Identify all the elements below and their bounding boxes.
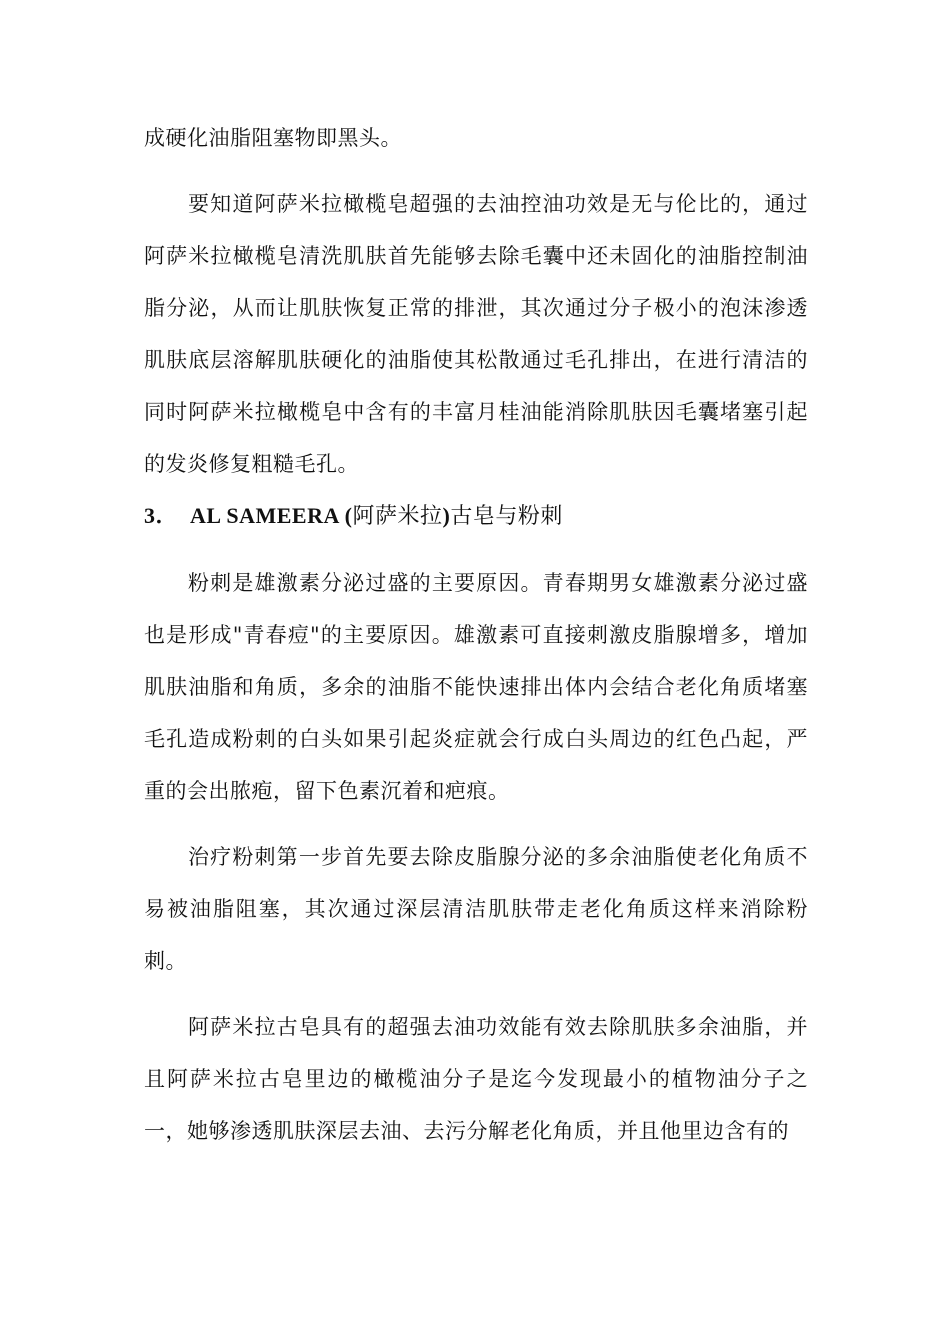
section-heading-3 xyxy=(144,490,808,543)
section-title-en: AL SAMEERA ( xyxy=(190,503,353,528)
paragraph-ancient-soap: 阿萨米拉古皂具有的超强去油功效能有效去除肌肤多余油脂，并且阿萨米拉古皂里边的橄榄油分子是迄今发现最小的植物油分子之一，她够渗透肌肤深层去油、去污分解老化角质，并且他里边含有的 xyxy=(144,1015,808,1143)
paragraph-olive-soap-oil-control: 要知道阿萨米拉橄榄皂超强的去油控油功效是无与伦比的，通过阿萨米拉橄榄皂清洗肌肤首先能够去除毛囊中还未固化的油脂控制油脂分泌，从而让肌肤恢复正常的排泄，其次通过分子极小的泡沫渗透肌肤底层溶解肌肤硬化的油脂使其松散通过毛孔排出，在进行清洁的同时阿萨米拉橄榄皂中含有的丰富月桂油能消除肌肤因毛囊堵塞引起的发炎修复粗糙毛孔。 xyxy=(144,192,808,476)
section-number: 3． xyxy=(144,503,179,528)
paragraph-acne-cause: 粉刺是雄激素分泌过盛的主要原因。青春期男女雄激素分泌过盛也是形成"青春痘"的主要原因。雄激素可直接刺激皮脂腺增多，增加肌肤油脂和角质，多余的油脂不能快速排出体内会结合老化角质堵塞毛孔造成粉刺的白头如果引起炎症就会行成白头周边的红色凸起，严重的会出脓疱，留下色素沉着和疤痕。 xyxy=(144,571,808,803)
section-title-rest: 古皂与粉刺 xyxy=(450,504,563,529)
section-title-paren: ) xyxy=(442,503,451,528)
section-title-brand: 阿萨米拉 xyxy=(352,504,443,529)
paragraph-continued: 成硬化油脂阻塞物即黑头。 xyxy=(144,126,402,150)
paragraph-acne-treatment: 治疗粉刺第一步首先要去除皮脂腺分泌的多余油脂使老化角质不易被油脂阻塞，其次通过深层清洁肌肤带走老化角质这样来消除粉刺。 xyxy=(144,845,808,973)
document-body xyxy=(144,112,808,1157)
